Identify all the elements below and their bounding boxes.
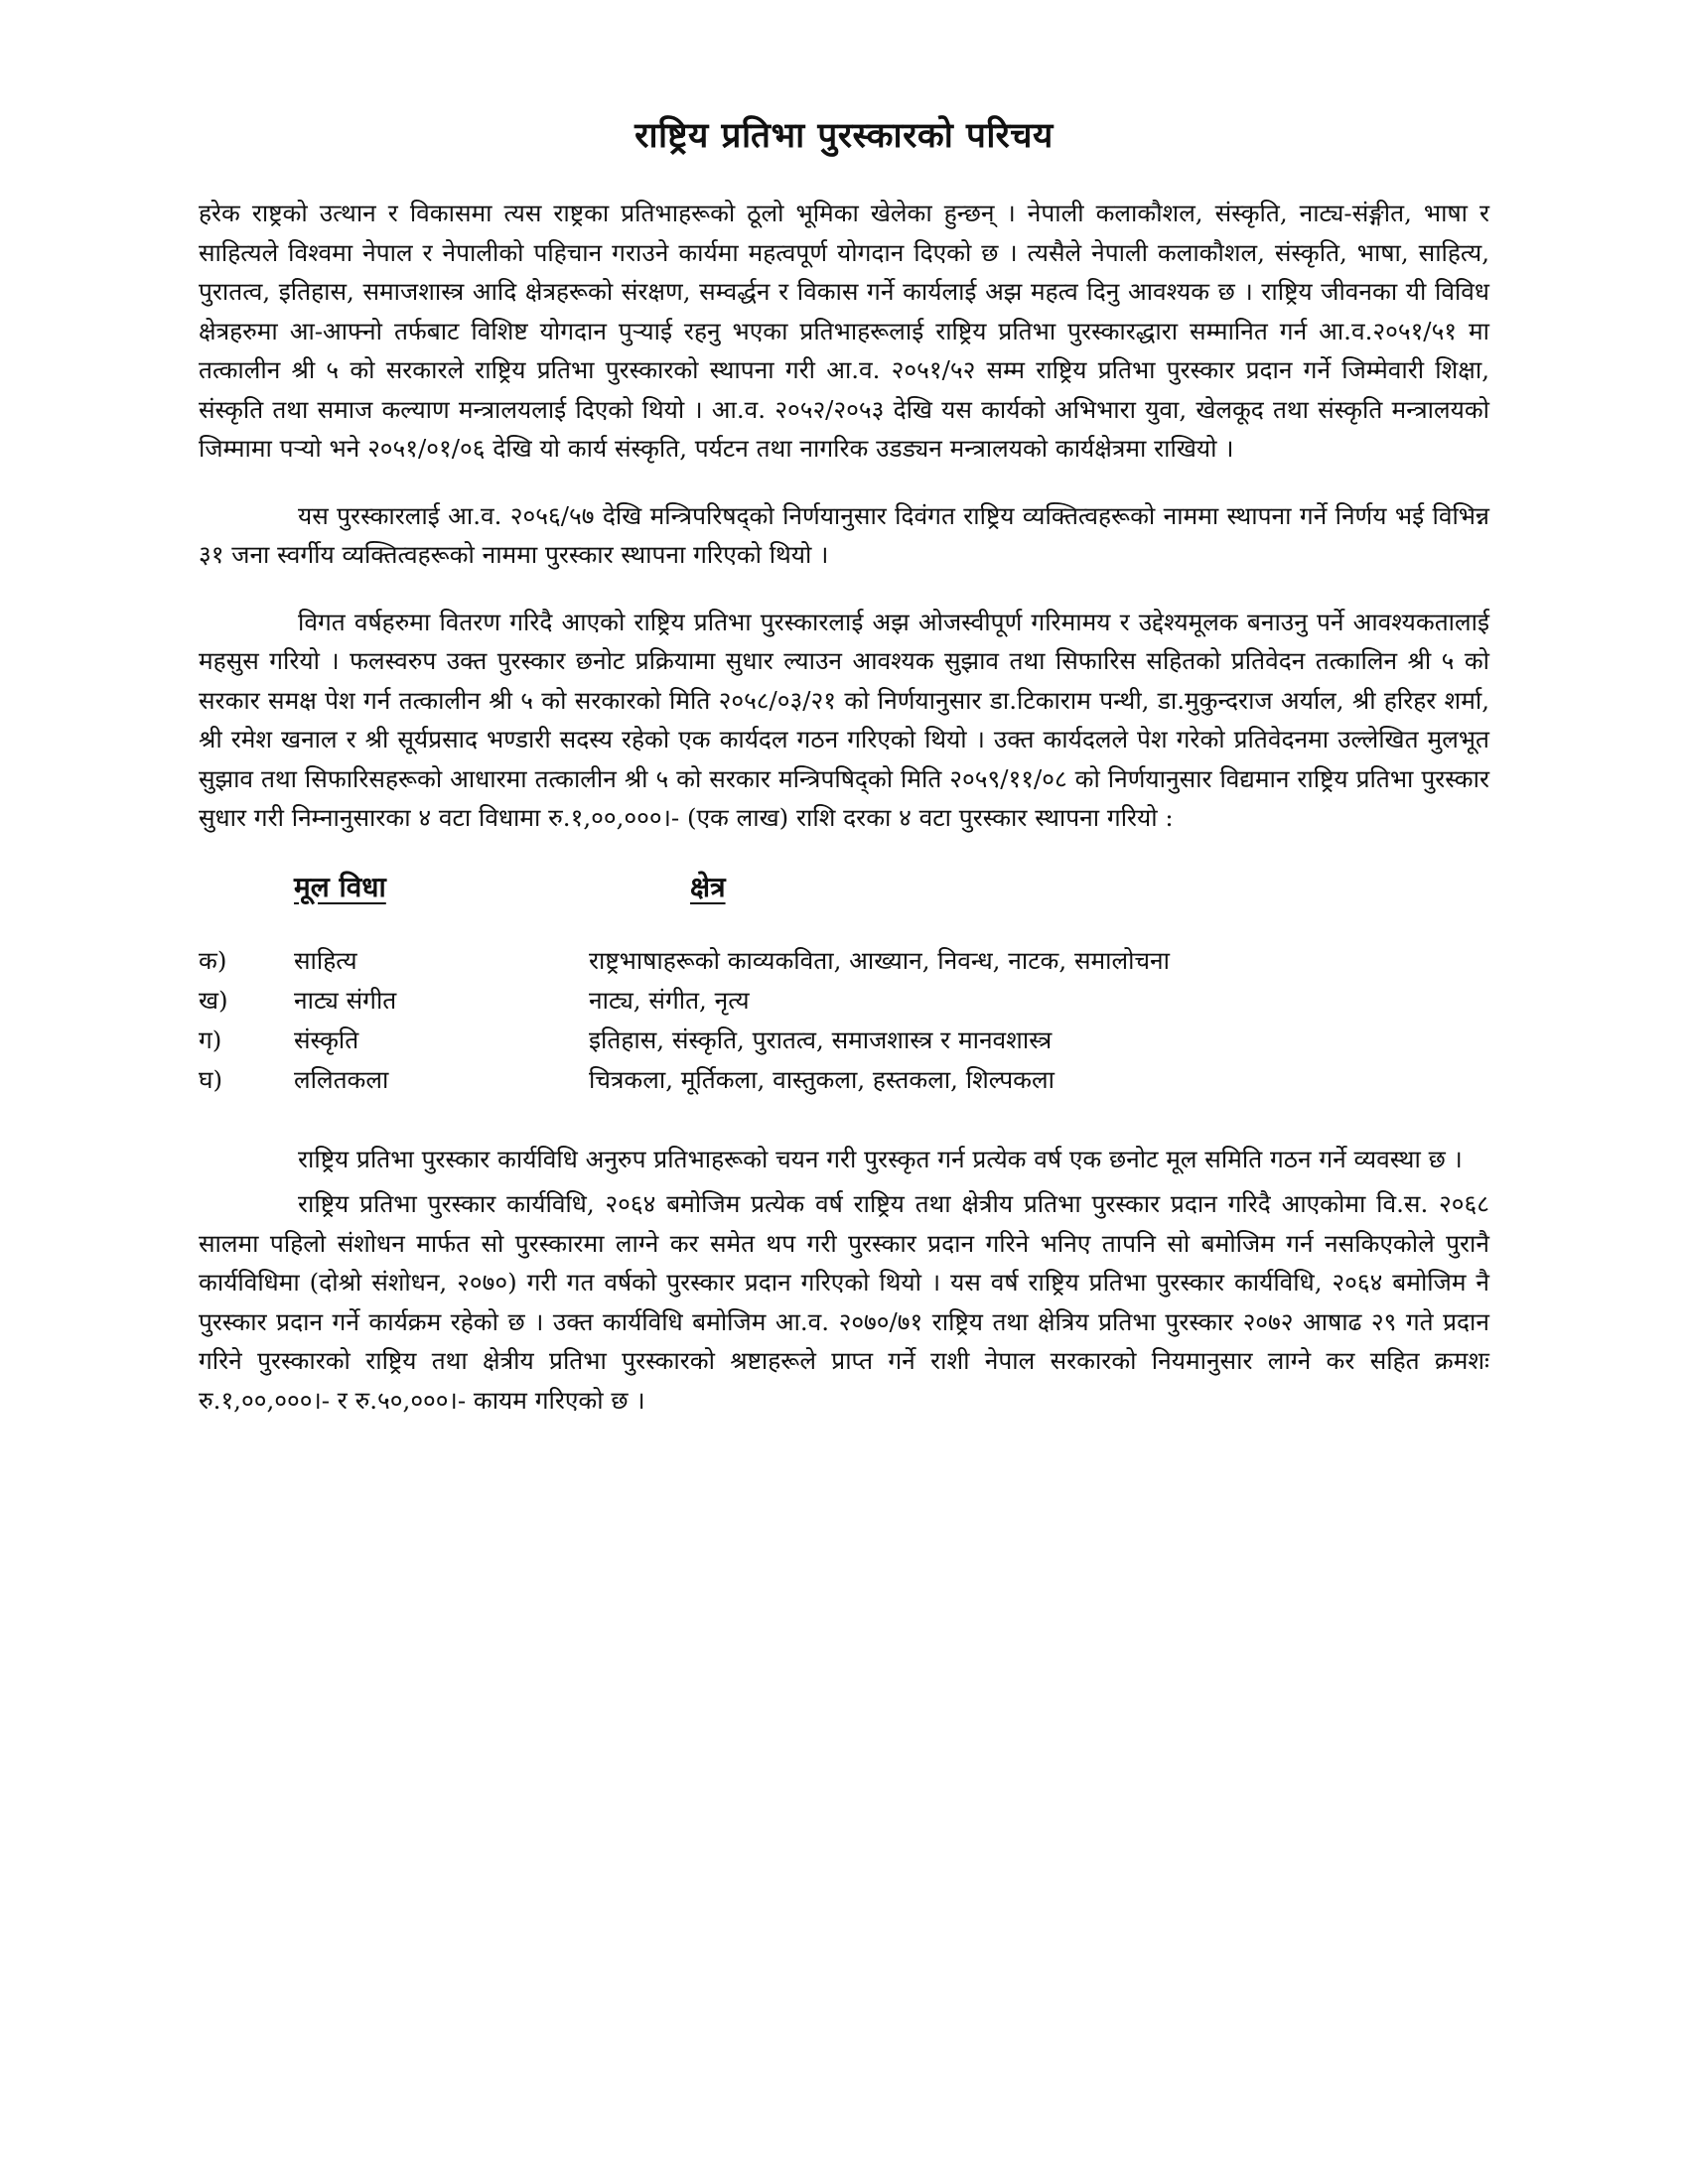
row-label: ग) [199,1024,222,1054]
spacer [199,469,1489,496]
header-field: क्षेत्र [690,870,726,903]
row-main-category: साहित्य [294,945,357,975]
paragraph-procedure: राष्ट्रिय प्रतिभा पुरस्कार कार्यविधि, २०६४ बमोजिम प्रत्येक वर्ष राष्ट्रिय तथा क्षेत्रीय प्रतिभा पुरस्कार प्रदान गरिदै आएकोमा वि.स. २०६८ सालमा पहिलो संशोधन मार्फत सो पुरस्कारमा लाग्ने कर समेत थप गरी पुरस्कार प्रदान गरिने भनिए तापनि सो बमोजिम गर्न नसकिएकोले पुरानै कार्यविधिमा (दोश्रो संशोधन, २०७०) गरी गत वर्षको पुरस्कार प्रदान गरिएको थियो । यस वर्ष राष्ट्रिय प्रतिभा पुरस्कार कार्यविधि, २०६४ बमोजिम नै पुरस्कार प्रदान गर्ने कार्यक्रम रहेको छ । उक्त कार्यविधि बमोजिम आ.व. २०७०/७१ राष्ट्रिय तथा क्षेत्रिय प्रतिभा पुरस्कार २०७२ आषाढ २९ गते प्रदान गरिने पुरस्कारको राष्ट्रिय तथा क्षेत्रीय प्रतिभा पुरस्कारको श्रष्टाहरूले प्राप्त गर्ने राशी नेपाल सरकारको नियमानुसार लाग्ने कर सहित क्रमशः रु.१,००,०००।- र रु.५०,०००।- कायम गरिएको छ । [199,1189,1489,1415]
header-main-category: मूल विधा [294,870,386,903]
row-main-category: ललितकला [294,1064,389,1094]
row-field: इतिहास, संस्कृति, पुरातत्व, समाजशास्त्र र मानवशास्त्र [589,1024,1053,1054]
paragraph-reform: विगत वर्षहरुमा वितरण गरिदै आएको राष्ट्रिय प्रतिभा पुरस्कारलाई अझ ओजस्वीपूर्ण गरिमामय र उद्देश्यमूलक बनाउनु पर्ने आवश्यकतालाई महसुस गरियो । फलस्वरुप उक्त पुरस्कार छनोट प्रक्रियामा सुधार ल्याउन आवश्यक सुझाव तथा सिफारिस सहितको प्रतिवेदन तत्कालिन श्री ५ को सरकार समक्ष पेश गर्न तत्कालीन श्री ५ को सरकारको मिति २०५८/०३/२१ को निर्णयानुसार डा.टिकाराम पन्थी, डा.मुकुन्दराज अर्याल, श्री हरिहर शर्मा, श्री रमेश खनाल र श्री सूर्यप्रसाद भण्डारी सदस्य रहेको एक कार्यदल गठन गरिएको थियो । उक्त कार्यदलले पेश गरेको प्रतिवेदनमा उल्लेखित मुलभूत सुझाव तथा सिफारिसहरूको आधारमा तत्कालीन श्री ५ को सरकार मन्त्रिपषिद्को मिति २०५९/११/०८ को निर्णयानुसार विद्यमान राष्ट्रिय प्रतिभा पुरस्कार सुधार गरी निम्नानुसारका ४ वटा विधामा रु.१,००,०००।- (एक लाख) राशि दरका ४ वटा पुरस्कार स्थापना गरियो : [199,607,1489,832]
document-page [199,111,1489,1420]
row-label: घ) [199,1064,223,1094]
row-field: राष्ट्रभाषाहरूको काव्यकविता, आख्यान, निवन्ध, नाटक, समालोचना [589,945,1170,975]
row-main-category: संस्कृति [294,1024,359,1054]
paragraph-establishment: यस पुरस्कारलाई आ.व. २०५६/५७ देखि मन्त्रिपरिषद्को निर्णयानुसार दिवंगत राष्ट्रिय व्यक्तित्वहरूको नाममा स्थापना गर्ने निर्णय भई विभिन्न ३१ जना स्वर्गीय व्यक्तित्वहरूको नाममा पुरस्कार स्थापना गरिएको थियो । [199,500,1489,569]
row-field: नाट्य, संगीत, नृत्य [589,985,750,1015]
paragraph-selection-committee: राष्ट्रिय प्रतिभा पुरस्कार कार्यविधि अनुरुप प्रतिभाहरूको चयन गरी पुरस्कृत गर्न प्रत्येक वर्ष एक छनोट मूल समिति गठन गर्ने व्यवस्था छ । [298,1144,1463,1173]
table-row [199,981,1489,1021]
spacer [199,575,1489,603]
table-row [199,1021,1489,1060]
row-main-category: नाट्य संगीत [294,985,397,1015]
row-field: चित्रकला, मूर्तिकला, वास्तुकला, हस्तकला, शिल्पकला [589,1064,1055,1094]
row-label: क) [199,945,227,975]
category-table [199,941,1489,1100]
intro-paragraph: हरेक राष्ट्रको उत्थान र विकासमा त्यस राष्ट्रका प्रतिभाहरूको ठूलो भूमिका खेलेका हुन्छन् । नेपाली कलाकौशल, संस्कृति, नाट्य-संङ्गीत, भाषा र साहित्यले विश्वमा नेपाल र नेपालीको पहिचान गराउने कार्यमा महत्वपूर्ण योगदान दिएको छ । त्यसैले नेपाली कलाकौशल, संस्कृति, भाषा, साहित्य, पुरातत्व, इतिहास, समाजशास्त्र आदि क्षेत्रहरूको संरक्षण, सम्वर्द्धन र विकास गर्ने कार्यलाई अझ महत्व दिनु आवश्यक छ । राष्ट्रिय जीवनका यी विविध क्षेत्रहरुमा आ-आफ्नो तर्फबाट विशिष्ट योगदान पुर्‍याई रहनु भएका प्रतिभाहरूलाई राष्ट्रिय प्रतिभा पुरस्कारद्धारा सम्मानित गर्न आ.व.२०५१/५१ मा तत्कालीन श्री ५ को सरकारले राष्ट्रिय प्रतिभा पुरस्कारको स्थापना गरी आ.व. २०५१/५२ सम्म राष्ट्रिय प्रतिभा पुरस्कार प्रदान गर्ने जिम्मेवारी शिक्षा, संस्कृति तथा समाज कल्याण मन्त्रालयलाई दिएको थियो । आ.व. २०५२/२०५३ देखि यस कार्यको अभिभारा युवा, खेलकूद तथा संस्कृति मन्त्रालयको जिम्मामा पर्‍यो भने २०५१/०१/०६ देखि यो कार्य संस्कृति, पर्यटन तथा नागरिक उडड्यन मन्त्रालयको कार्यक्षेत्रमा राखियो । [199,199,1489,463]
table-row [199,1060,1489,1100]
spacer [199,1100,1489,1140]
row-label: ख) [199,985,228,1015]
category-table-header [199,868,1489,917]
table-row [199,941,1489,981]
page-title: राष्ट्रिय प्रतिभा पुरस्कारको परिचय [634,116,1054,156]
